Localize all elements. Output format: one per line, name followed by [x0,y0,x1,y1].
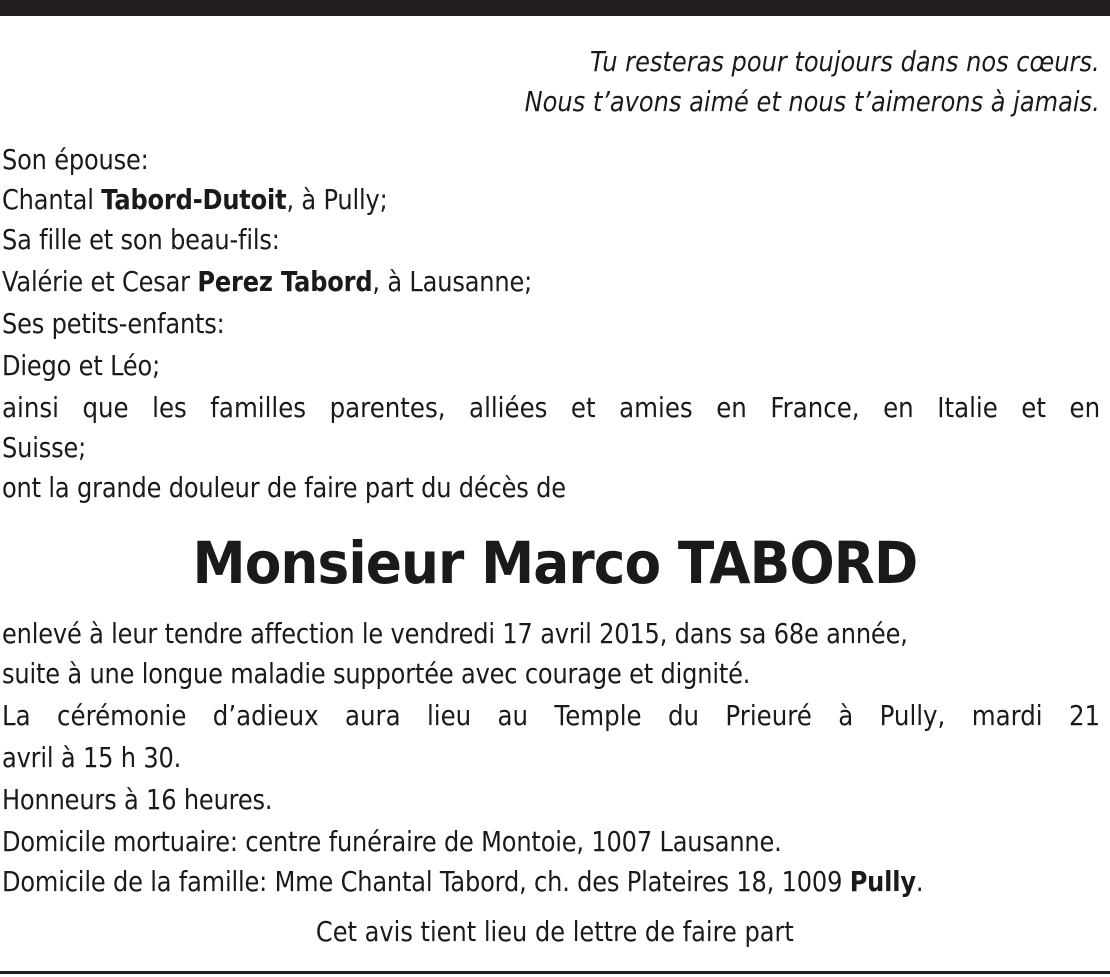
quote-line-2: Nous t’avons aimé et nous t’aimerons à jamais. [524,85,1100,118]
spouse-label: Son épouse: [2,143,149,176]
honours-line: Honneurs à 16 heures. [2,783,273,816]
spouse-line [2,180,388,220]
children-label: Sa fille et son beau-fils: [2,223,280,256]
children-place: , à Lausanne; [372,265,533,298]
children-surname: Perez Tabord [197,265,373,298]
spouse-surname: Tabord-Dutoit [101,183,287,216]
ceremony-line-2: avril à 15 h 30. [2,741,182,774]
family-home-line: Domicile de la famille: Mme Chantal Tabord, ch. des Plateires 18, 1009 Pully. [2,865,924,898]
top-border [0,0,1110,16]
quote-line-1: Tu resteras pour toujours dans nos cœurs. [590,45,1100,78]
details-line-2: suite à une longue maladie supportée avec courage et dignité. [2,657,751,690]
grandchildren-label: Ses petits-enfants: [2,307,225,340]
children-first-names: Valérie et Cesar [2,265,198,298]
family-home-city: Pully [849,865,916,898]
children-line [2,262,532,302]
details-line-1: enlevé à leur tendre affection le vendredi 17 avril 2015, dans sa 68e année, [2,617,908,650]
family-home-address: Domicile de la famille: Mme Chantal Tabord, ch. des Plateires 18, 1009 [2,865,850,898]
mortuary-line: Domicile mortuaire: centre funéraire de Montoie, 1007 Lausanne. [2,825,782,858]
grandchildren-names: Diego et Léo; [2,349,161,382]
relatives-line-1: ainsi que les familles parentes, alliées et amies en France, en Italie et en [2,391,1101,424]
bottom-border [0,971,1110,974]
spouse-first-name: Chantal [2,183,102,216]
spouse-place: , à Pully; [286,183,388,216]
ceremony-line-1: La cérémonie d’adieux aura lieu au Temple du Prieuré à Pully, mardi 21 [2,699,1101,732]
footer-note: Cet avis tient lieu de lettre de faire part [316,915,794,948]
deceased-name-heading: Monsieur Marco TABORD [192,529,918,597]
announcement-line: ont la grande douleur de faire part du décès de [2,471,566,504]
relatives-line-2: Suisse; [2,431,87,464]
